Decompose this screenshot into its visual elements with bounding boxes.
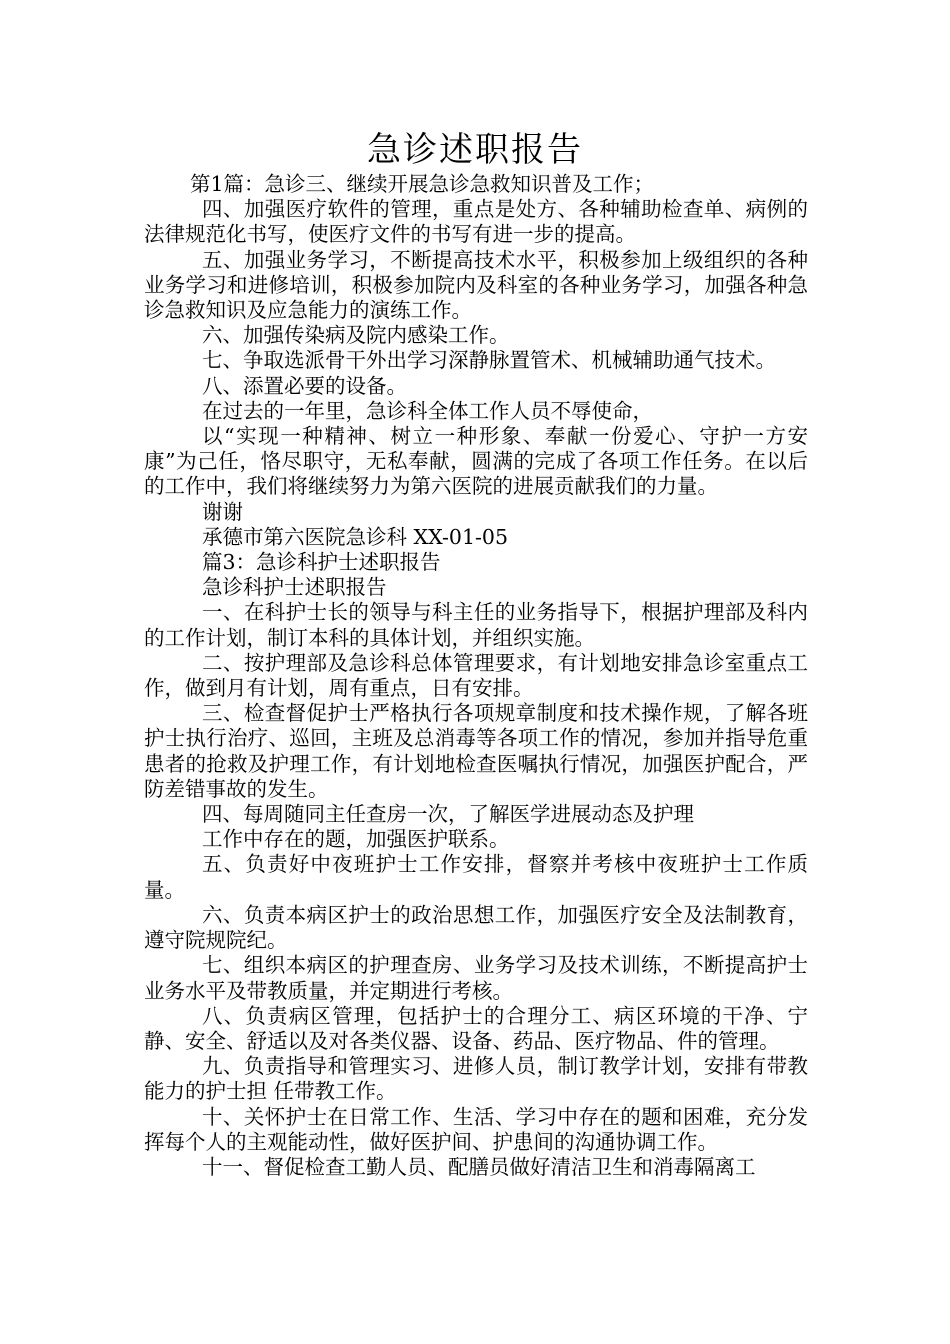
paragraph: 一、在科护士长的领导与科主任的业务指导下，根据护理部及科内的工作计划，制订本科的具体计划，并组织实施。 bbox=[144, 600, 808, 650]
paragraph: 八、添置必要的设备。 bbox=[202, 373, 407, 398]
paragraph: 六、加强传染病及院内感染工作。 bbox=[202, 323, 510, 348]
paragraph: 第1篇：急诊三、继续开展急诊急救知识普及工作； bbox=[190, 172, 655, 196]
paragraph: 七、争取选派骨干外出学习深静脉置管术、机械辅助通气技术。 bbox=[202, 348, 776, 373]
paragraph: 十、关怀护士在日常工作、生活、学习中存在的题和困难，充分发挥每个人的主观能动性，做好医护间、护患间的沟通协调工作。 bbox=[144, 1104, 808, 1154]
paragraph: 二、按护理部及急诊科总体管理要求，有计划地安排急诊室重点工作，做到月有计划，周有重点，日有安排。 bbox=[144, 650, 808, 701]
paragraph: 三、检查督促护士严格执行各项规章制度和技术操作规，了解各班护士执行治疗、巡回，主班及总消毒等各项工作的情况，参加并指导危重患者的抢救及护理工作，有计划地检查医嘱执行情况，加强医护配合，严防差错事故的发生。 bbox=[144, 701, 808, 801]
paragraph: 四、加强医疗软件的管理，重点是处方、各种辅助检查单、病例的法律规范化书写，使医疗文件的书写有进一步的提高。 bbox=[144, 197, 808, 247]
paragraph: 四、每周随同主任查房一次，了解医学进展动态及护理 bbox=[202, 802, 694, 827]
paragraph: 承德市第六医院急诊科 XX-01-05 bbox=[202, 524, 508, 549]
paragraph: 九、负责指导和管理实习、进修人员，制订教学计划，安排有带教能力的护士担 任带教工作。 bbox=[144, 1054, 808, 1104]
paragraph: 十一、督促检查工勤人员、配膳员做好清洁卫生和消毒隔离工 bbox=[202, 1154, 756, 1179]
paragraph: 八、负责病区管理，包括护士的合理分工、病区环境的干净、宁静、安全、舒适以及对各类仪器、设备、药品、医疗物品、件的管理。 bbox=[144, 1003, 808, 1053]
section-heading: 篇3：急诊科护士述职报告 bbox=[202, 550, 441, 575]
paragraph: 工作中存在的题，加强医护联系。 bbox=[202, 827, 510, 852]
paragraph: 以“实现一种精神、树立一种形象、奉献一份爱心、守护一方安康”为己任，恪尽职守，无私奉献，圆满的完成了各项工作任务。在以后的工作中，我们将继续努力为第六医院的进展贡献我们的力量。 bbox=[144, 424, 808, 499]
document-title: 急诊述职报告 bbox=[367, 130, 583, 170]
paragraph: 五、负责好中夜班护士工作安排，督察并考核中夜班护士工作质量。 bbox=[144, 852, 808, 902]
paragraph: 六、负责本病区护士的政治思想工作，加强医疗安全及法制教育，遵守院规院纪。 bbox=[144, 902, 808, 953]
document-body bbox=[144, 172, 808, 1180]
paragraph: 谢谢 bbox=[202, 499, 243, 524]
paragraph: 五、加强业务学习，不断提高技术水平，积极参加上级组织的各种业务学习和进修培训，积极参加院内及科室的各种业务学习，加强各种急诊急救知识及应急能力的演练工作。 bbox=[144, 247, 808, 323]
paragraph: 在过去的一年里，急诊科全体工作人员不辱使命， bbox=[202, 398, 653, 423]
section-subheading: 急诊科护士述职报告 bbox=[202, 575, 387, 600]
paragraph: 七、组织本病区的护理查房、业务学习及技术训练，不断提高护士业务水平及带教质量，并定期进行考核。 bbox=[144, 953, 808, 1003]
